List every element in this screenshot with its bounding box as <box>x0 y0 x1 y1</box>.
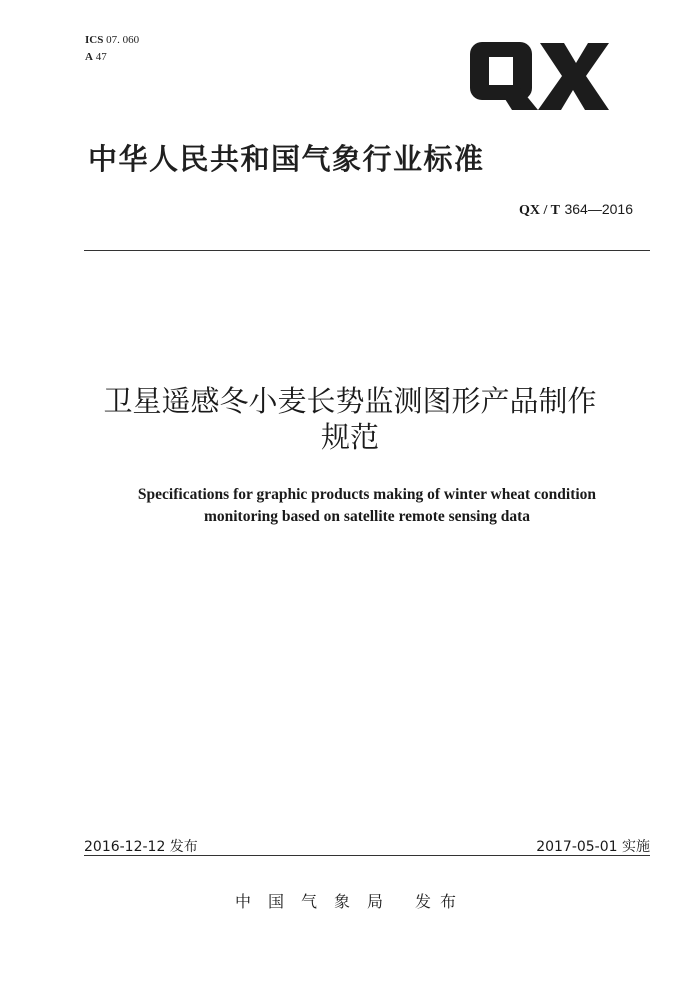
ics-code: 07. 060 <box>106 34 140 46</box>
bottom-divider <box>84 855 650 856</box>
standard-code: QX / T <box>519 203 561 218</box>
standard-number-year: 364—2016 <box>564 201 633 217</box>
effective-date: 2017-05-01 实施 <box>536 839 650 855</box>
english-title-line-2: monitoring based on satellite remote sensing data <box>203 508 531 525</box>
english-title-line-1: Specifications for graphic products making of winter wheat condition <box>137 486 597 503</box>
ccs-label: A <box>85 51 93 63</box>
issue-date: 2016-12-12 发布 <box>84 839 198 855</box>
standard-number <box>519 201 633 219</box>
ics-classification <box>85 34 139 47</box>
publisher-org: 中国气象局 <box>234 892 400 911</box>
top-divider <box>84 250 650 251</box>
issuer-title: 中华人民共和国气象行业标准 <box>88 142 485 176</box>
publisher-action: 发布 <box>415 892 466 911</box>
ccs-code: 47 <box>95 51 107 63</box>
publisher <box>0 889 700 912</box>
chinese-title-line-1: 卫星遥感冬小麦长势监测图形产品制作 <box>103 384 597 418</box>
ics-label: ICS <box>85 34 104 46</box>
english-title <box>60 484 674 528</box>
chinese-title-line-2: 规范 <box>320 420 379 454</box>
ccs-classification <box>85 51 107 64</box>
chinese-title <box>60 383 640 455</box>
qx-logo <box>470 42 610 112</box>
